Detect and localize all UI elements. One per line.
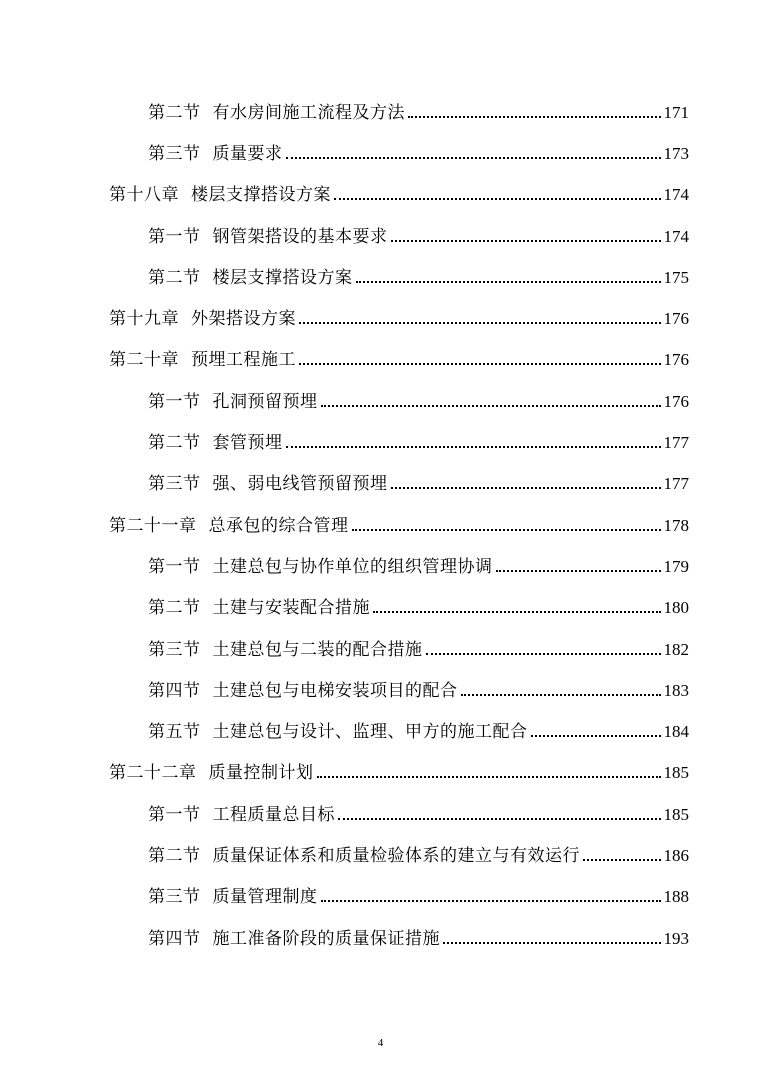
toc-entry-label: 第二十一章 bbox=[109, 515, 197, 536]
toc-entry-title: 土建总包与电梯安装项目的配合 bbox=[212, 680, 458, 701]
toc-entry-title: 质量管理制度 bbox=[212, 887, 318, 908]
toc-entry-title: 钢管架搭设的基本要求 bbox=[212, 226, 388, 247]
toc-dot-leader bbox=[317, 763, 661, 783]
toc-entry-page: 186 bbox=[663, 845, 689, 865]
toc-entry[interactable] bbox=[0, 918, 689, 959]
toc-dot-leader bbox=[531, 722, 661, 742]
toc-dot-leader bbox=[408, 103, 661, 123]
toc-entry-page: 177 bbox=[663, 433, 689, 453]
toc-entry-title: 质量要求 bbox=[212, 143, 283, 164]
toc-entry-title: 土建总包与二装的配合措施 bbox=[212, 639, 423, 660]
toc-entry[interactable] bbox=[0, 670, 689, 711]
toc-entry-label: 第五节 bbox=[148, 722, 201, 743]
toc-entry-label: 第二十章 bbox=[109, 350, 179, 371]
toc-entry-page: 188 bbox=[663, 887, 689, 907]
toc-entry-page: 184 bbox=[663, 722, 689, 742]
toc-entry[interactable] bbox=[0, 753, 689, 794]
toc-entry-label: 第二节 bbox=[148, 433, 201, 454]
toc-entry-page: 176 bbox=[663, 350, 689, 370]
toc-dot-leader bbox=[391, 227, 661, 247]
toc-entry-label: 第四节 bbox=[148, 928, 201, 949]
toc-entry[interactable] bbox=[0, 711, 689, 752]
toc-dot-leader bbox=[461, 681, 661, 701]
toc-dot-leader bbox=[286, 144, 661, 164]
toc-entry-label: 第一节 bbox=[148, 226, 201, 247]
toc-dot-leader bbox=[286, 433, 661, 453]
toc-entry-title: 土建与安装配合措施 bbox=[212, 598, 370, 619]
toc-entry[interactable] bbox=[0, 381, 689, 422]
toc-entry[interactable] bbox=[0, 877, 689, 918]
toc-dot-leader bbox=[356, 268, 661, 288]
toc-dot-leader bbox=[334, 185, 661, 205]
toc-entry-title: 土建总包与协作单位的组织管理协调 bbox=[212, 556, 493, 577]
toc-entry[interactable] bbox=[0, 340, 689, 381]
toc-entry-title: 施工准备阶段的质量保证措施 bbox=[212, 928, 440, 949]
toc-dot-leader bbox=[583, 846, 661, 866]
toc-entry-page: 182 bbox=[663, 639, 689, 659]
toc-entry[interactable] bbox=[0, 835, 689, 876]
toc-entry-page: 171 bbox=[663, 102, 689, 122]
toc-dot-leader bbox=[299, 350, 661, 370]
toc-entry[interactable] bbox=[0, 588, 689, 629]
toc-entry-page: 180 bbox=[663, 598, 689, 618]
toc-entry-page: 178 bbox=[663, 515, 689, 535]
toc-entry[interactable] bbox=[0, 629, 689, 670]
toc-entry-title: 土建总包与设计、监理、甲方的施工配合 bbox=[212, 722, 528, 743]
toc-entry-label: 第三节 bbox=[148, 639, 201, 660]
toc-entry-title: 套管预埋 bbox=[212, 433, 283, 454]
toc-entry-label: 第一节 bbox=[148, 391, 201, 412]
toc-dot-leader bbox=[391, 474, 661, 494]
toc-dot-leader bbox=[496, 557, 661, 577]
toc-entry-title: 有水房间施工流程及方法 bbox=[212, 102, 405, 123]
toc-entry-title: 质量控制计划 bbox=[208, 763, 314, 784]
toc-entry-page: 185 bbox=[663, 804, 689, 824]
toc-entry-label: 第四节 bbox=[148, 680, 201, 701]
toc-entry-label: 第一节 bbox=[148, 804, 201, 825]
toc-entry-title: 质量保证体系和质量检验体系的建立与有效运行 bbox=[212, 845, 580, 866]
toc-entry-page: 176 bbox=[663, 309, 689, 329]
toc-entry-label: 第三节 bbox=[148, 143, 201, 164]
toc-entry-title: 预埋工程施工 bbox=[191, 350, 296, 371]
toc-entry-label: 第十八章 bbox=[109, 185, 179, 206]
toc-entry-label: 第二节 bbox=[148, 102, 201, 123]
toc-entry-title: 总承包的综合管理 bbox=[208, 515, 349, 536]
toc-dot-leader bbox=[321, 392, 661, 412]
toc-entry-label: 第二节 bbox=[148, 845, 201, 866]
toc-entry-page: 183 bbox=[663, 680, 689, 700]
toc-entry-title: 工程质量总目标 bbox=[212, 804, 335, 825]
toc-entry[interactable] bbox=[0, 92, 689, 133]
toc-entry-label: 第二节 bbox=[148, 598, 201, 619]
toc-entry[interactable] bbox=[0, 464, 689, 505]
toc-entry-title: 强、弱电线管预留预埋 bbox=[212, 474, 388, 495]
toc-entry-page: 185 bbox=[663, 763, 689, 783]
toc-entry[interactable] bbox=[0, 257, 689, 298]
toc-entry-label: 第二十二章 bbox=[109, 763, 197, 784]
toc-entry-label: 第三节 bbox=[148, 474, 201, 495]
toc-entry-page: 175 bbox=[663, 267, 689, 287]
toc-entry-page: 173 bbox=[663, 143, 689, 163]
toc-dot-leader bbox=[321, 887, 661, 907]
toc-dot-leader bbox=[299, 309, 661, 329]
toc-entry[interactable] bbox=[0, 794, 689, 835]
toc-dot-leader bbox=[352, 516, 661, 536]
toc-entry-page: 176 bbox=[663, 391, 689, 411]
toc-entry-label: 第三节 bbox=[148, 887, 201, 908]
toc-entry[interactable] bbox=[0, 298, 689, 339]
toc-dot-leader bbox=[373, 598, 661, 618]
toc-entry[interactable] bbox=[0, 505, 689, 546]
toc-entry-page: 174 bbox=[663, 226, 689, 246]
toc-entry-page: 174 bbox=[663, 185, 689, 205]
toc-entry[interactable] bbox=[0, 216, 689, 257]
toc-entry-label: 第一节 bbox=[148, 556, 201, 577]
toc-entry[interactable] bbox=[0, 133, 689, 174]
toc-entry[interactable] bbox=[0, 422, 689, 463]
toc-entry-title: 楼层支撑搭设方案 bbox=[191, 185, 331, 206]
toc-dot-leader bbox=[443, 929, 661, 949]
toc-entry[interactable] bbox=[0, 546, 689, 587]
toc-entry-label: 第十九章 bbox=[109, 309, 179, 330]
toc-dot-leader bbox=[426, 640, 661, 660]
toc-entry-label: 第二节 bbox=[148, 267, 201, 288]
toc-entry[interactable] bbox=[0, 175, 689, 216]
page-number: 4 bbox=[377, 1037, 384, 1049]
toc-entry-page: 179 bbox=[663, 556, 689, 576]
toc-entry-page: 177 bbox=[663, 474, 689, 494]
toc-entry-title: 外架搭设方案 bbox=[191, 309, 296, 330]
table-of-contents bbox=[0, 92, 761, 959]
toc-entry-page: 193 bbox=[663, 928, 689, 948]
toc-entry-title: 楼层支撑搭设方案 bbox=[212, 267, 353, 288]
toc-dot-leader bbox=[338, 805, 661, 825]
toc-entry-title: 孔洞预留预埋 bbox=[212, 391, 318, 412]
